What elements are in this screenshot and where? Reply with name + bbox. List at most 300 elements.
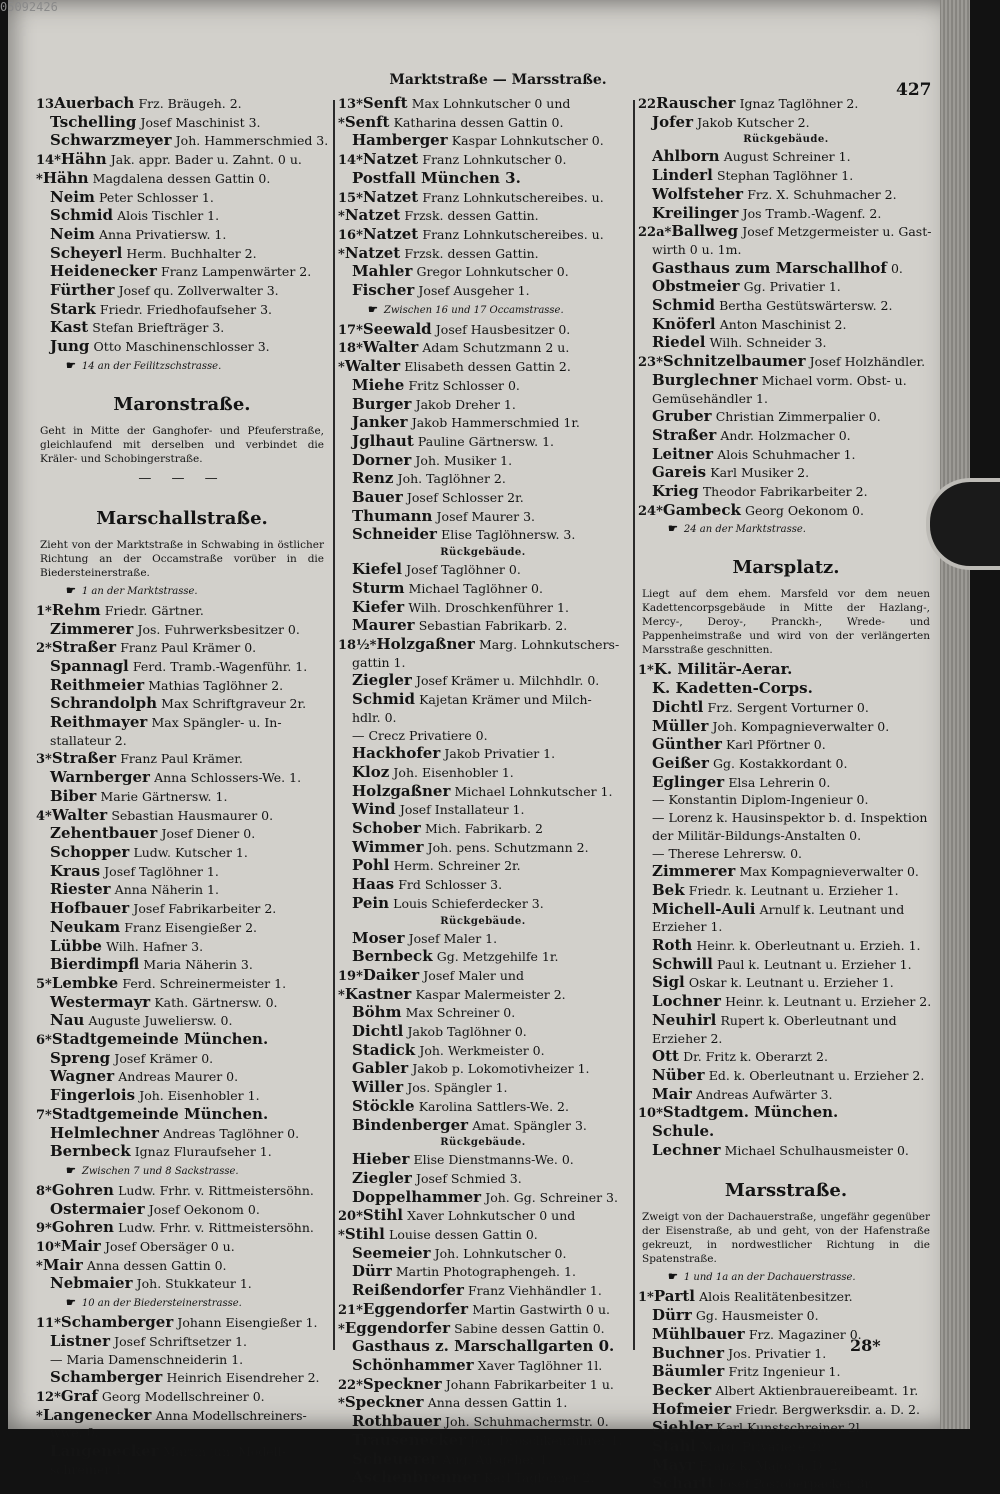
resident-surname: Senft <box>344 112 390 131</box>
directory-entry <box>638 828 934 846</box>
resident-details: — Crecz Privatiere 0. <box>352 727 488 743</box>
directory-entry <box>36 114 328 133</box>
resident-details: Stefan Briefträger 3. <box>92 320 225 336</box>
directory-entry <box>338 1245 628 1264</box>
directory-entry <box>36 338 328 357</box>
resident-surname: Wolfsteher <box>652 184 744 203</box>
resident-details: Alois Realitätenbesitzer. <box>699 1289 853 1305</box>
street-note: ☛ 1 und 1a an der Dachauerstrasse. <box>668 1270 856 1284</box>
resident-surname: Burglechner <box>652 370 758 389</box>
street-note: ☛ 1 an der Marktstrasse. <box>66 583 198 597</box>
directory-entry <box>338 114 628 133</box>
resident-details: Jak. appr. Bader u. Zahnt. 0 u. <box>110 152 302 168</box>
directory-entry <box>638 680 934 699</box>
resident-details: Kajetan Krämer und Milch- <box>419 692 592 708</box>
resident-surname: Dorner <box>352 450 412 469</box>
resident-surname: Janker <box>352 413 408 432</box>
resident-details: Paul k. Leutnant u. Erzieher 1. <box>717 956 912 972</box>
resident-details: Andr. Holzmacher 0. <box>720 427 851 443</box>
directory-entry <box>36 95 328 114</box>
entry-list <box>338 930 628 1136</box>
directory-entry <box>36 938 328 957</box>
resident-details: Marg. Lohnkutschers- <box>478 636 620 652</box>
resident-surname: Pein <box>352 893 390 912</box>
resident-surname: Walter <box>362 338 419 357</box>
resident-surname: Linderl <box>652 166 713 185</box>
directory-entry <box>638 408 934 427</box>
directory-entry <box>638 661 934 680</box>
resident-surname: Bernbeck <box>352 947 433 966</box>
directory-entry <box>36 207 328 226</box>
directory-entry <box>36 844 328 863</box>
resident-surname: Zehentbauer <box>50 824 158 843</box>
resident-surname: Burger <box>352 394 412 413</box>
directory-entry <box>638 483 934 502</box>
running-head: Marktstraße — Marsstraße. <box>389 72 607 88</box>
resident-surname: Speckner <box>344 1393 424 1412</box>
resident-surname: Ostermaier <box>50 1199 145 1218</box>
house-number: * <box>338 115 345 131</box>
resident-details: Oskar k. Leutnant u. Erzieher 1. <box>688 975 894 991</box>
resident-details: Adam Schutzmann 2 u. <box>422 340 570 356</box>
subsection-label: Rückgebäude. <box>440 1137 526 1149</box>
resident-surname: Lochner <box>652 992 721 1011</box>
resident-details: Joh. Kompagnieverwalter 0. <box>712 718 890 734</box>
pointing-hand-icon: ☛ <box>66 1163 76 1177</box>
directory-entry <box>638 937 934 956</box>
resident-surname: Neukam <box>50 917 121 936</box>
directory-entry <box>338 580 628 599</box>
house-number: * <box>36 1408 43 1424</box>
house-number: 21* <box>338 1302 363 1318</box>
resident-surname: Jung <box>50 337 90 356</box>
resident-details: Josef Maler 1. <box>408 930 498 946</box>
house-number: 3* <box>36 752 52 768</box>
house-number: 1* <box>36 603 52 619</box>
directory-entry <box>338 508 628 527</box>
resident-surname: Böhm <box>352 1003 402 1022</box>
resident-details: Erzieher 1. <box>652 919 723 935</box>
directory-entry <box>638 297 934 316</box>
resident-details: Xaver Taglöhner 1l. <box>477 1358 603 1373</box>
resident-details: Ferd. Tramb.-Wagenführ. 1. <box>132 658 308 674</box>
resident-surname: Wind <box>352 800 396 819</box>
resident-details: Gemüsehändler 1. <box>652 390 768 406</box>
resident-details: Michael Schulhausmeister 0. <box>724 1142 909 1158</box>
resident-details: Ludw. Kutscher 1. <box>133 844 248 860</box>
house-number: 1* <box>638 1290 654 1306</box>
directory-entry <box>638 1438 934 1457</box>
directory-entry <box>36 658 328 677</box>
resident-details: Maria Näherin 3. <box>143 957 253 973</box>
resident-details: Elisabeth dessen Gattin 2. <box>404 359 571 375</box>
resident-details: Wilh. Droschkenführer 1. <box>408 599 569 615</box>
directory-entry <box>338 1376 628 1395</box>
resident-surname: Seemeier <box>352 1243 431 1262</box>
resident-details: Kaspar Lohnkutscher 0. <box>451 133 604 149</box>
resident-surname: Natzet <box>362 150 419 169</box>
directory-entry <box>338 1338 628 1357</box>
directory-entry <box>638 114 934 133</box>
resident-surname: Lembke <box>51 973 119 992</box>
house-number: 22 <box>638 97 657 112</box>
resident-surname: Walter <box>51 805 108 824</box>
directory-entry <box>638 1345 934 1364</box>
directory-entry <box>638 223 934 242</box>
resident-details: Arnulf k. Leutnant und <box>759 901 905 917</box>
resident-details: Karolina Sattlers-We. 2. <box>418 1098 569 1114</box>
resident-details: Anna Privatiersw. 1. <box>98 226 227 242</box>
resident-details: Max Lohnkutscher 0 und <box>411 96 571 111</box>
directory-entry <box>36 245 328 264</box>
resident-details: Gregor Lohnkutscher 0. <box>416 264 569 280</box>
house-number: 12* <box>36 1389 61 1405</box>
resident-surname: Gasthaus zum Marschallhof <box>652 258 887 277</box>
directory-entry <box>36 1182 328 1201</box>
directory-entry <box>338 1451 628 1470</box>
resident-surname: Westermayr <box>50 992 151 1011</box>
street-note: ☛ 14 an der Feilitzschstrasse. <box>66 358 222 372</box>
directory-entry <box>36 1087 328 1106</box>
directory-entry <box>638 699 934 718</box>
directory-entry <box>638 95 934 114</box>
resident-surname: Kast <box>50 318 89 337</box>
section-title-marsstrasse: Marsstraße. <box>724 1180 848 1202</box>
resident-details: Karl Pförtner 0. <box>726 737 826 753</box>
entry-list <box>638 1288 934 1494</box>
resident-surname: Gambeck <box>662 500 741 519</box>
column-2 <box>338 95 628 1488</box>
entry-list <box>338 321 628 545</box>
resident-details: Karl Taglöhner 2. <box>483 1470 595 1486</box>
resident-details: Friedr. k. Leutnant u. Erzieher 1. <box>688 882 899 898</box>
resident-surname: Aschenbrenner <box>352 1468 480 1487</box>
resident-details: Franz Lohnkutschereibes. u. <box>422 226 604 242</box>
house-number: 6* <box>36 1033 52 1049</box>
resident-surname: Ziegler <box>352 1168 412 1187</box>
directory-entry <box>338 526 628 545</box>
directory-entry <box>36 282 328 301</box>
resident-details: Martin jun. Modell- <box>162 1444 286 1460</box>
directory-entry <box>638 334 934 353</box>
resident-surname: Graf <box>60 1386 98 1405</box>
resident-details: Auguste Juweliersw. 0. <box>88 1013 233 1029</box>
resident-surname: Auerbach <box>54 94 135 112</box>
resident-surname: Dürr <box>352 1262 392 1281</box>
house-number: 7* <box>36 1107 52 1123</box>
house-number: * <box>338 209 345 225</box>
directory-entry <box>36 769 328 788</box>
resident-details: Josef Maler und <box>423 967 524 983</box>
resident-surname: Holzgaßner <box>376 634 475 653</box>
resident-details: — Konstantin Diplom-Ingenieur 0. <box>652 792 869 808</box>
directory-entry <box>36 695 328 714</box>
resident-surname: Warnberger <box>50 768 150 787</box>
entry-list <box>36 1314 328 1479</box>
directory-entry <box>638 755 934 774</box>
resident-surname: Fischer <box>352 281 415 300</box>
entry-list <box>338 1151 628 1488</box>
resident-details: Mich. Fabrikarb. 2 <box>424 821 543 837</box>
directory-entry <box>36 1219 328 1238</box>
directory-entry <box>638 316 934 335</box>
resident-details: Stephan Taglöhner 1. <box>716 168 854 184</box>
resident-surname: Sturm <box>352 578 405 597</box>
directory-entry <box>338 339 628 358</box>
thumb-index-tab <box>926 478 1000 570</box>
street-note: ☛ Zwischen 16 und 17 Occamstrasse. <box>368 302 564 316</box>
resident-surname: Schober <box>352 819 421 838</box>
directory-entry <box>338 895 628 914</box>
directory-entry <box>36 1012 328 1031</box>
directory-entry <box>338 358 628 377</box>
directory-entry <box>36 1369 328 1388</box>
house-number: 9* <box>36 1221 52 1237</box>
directory-entry <box>638 1457 934 1476</box>
resident-surname: Moser <box>352 928 405 947</box>
directory-entry <box>638 1104 934 1123</box>
resident-details: Amat. Spängler 3. <box>472 1117 587 1133</box>
resident-surname: Bauer <box>352 488 403 507</box>
resident-surname: Neim <box>50 224 95 243</box>
directory-entry <box>36 956 328 975</box>
directory-entry <box>36 750 328 769</box>
directory-entry <box>638 353 934 372</box>
resident-surname: Willer <box>352 1078 404 1097</box>
directory-entry <box>338 967 628 986</box>
house-number: 5* <box>36 976 52 992</box>
resident-details: Joh. Musiker 1. <box>415 452 513 468</box>
resident-surname: Bindenberger <box>352 1115 469 1134</box>
resident-surname: Nebmaier <box>50 1274 133 1293</box>
resident-surname: Schartt <box>652 1474 715 1493</box>
resident-surname: Langenecker <box>42 1405 152 1424</box>
entry-list <box>338 95 628 301</box>
directory-entry <box>638 242 934 260</box>
resident-details: Heinr. k. Oberleutnant u. Erzieh. 1. <box>696 938 921 954</box>
resident-details: Franz Lampenwärter 2. <box>161 264 312 280</box>
resident-details: Ed. k. Oberleutnant u. Erzieher 2. <box>708 1067 925 1083</box>
resident-details: Georg Oekonom 0. <box>745 502 864 518</box>
resident-details: Dr. Fritz k. Oberarzt 2. <box>683 1049 828 1065</box>
directory-entry <box>638 1031 934 1049</box>
pointing-hand-icon: ☛ <box>668 1270 678 1284</box>
resident-details: Rupert k. Oberleutnant und <box>720 1012 897 1028</box>
directory-entry <box>36 1388 328 1407</box>
resident-surname: Mair <box>652 1084 692 1103</box>
resident-details: Sabine dessen Gattin 0. <box>454 1320 605 1336</box>
directory-entry <box>638 736 934 755</box>
resident-details: Jakob p. Lokomotivheizer 1. <box>412 1061 590 1077</box>
directory-entry <box>36 1407 328 1426</box>
resident-surname: Fingerlois <box>50 1086 136 1105</box>
directory-entry <box>638 1326 934 1345</box>
resident-surname: Obstmeier <box>652 277 740 296</box>
resident-details: Josef Obersäger 0 u. <box>104 1239 235 1255</box>
resident-details: Heinrich Eisendreher 2. <box>166 1370 320 1386</box>
resident-details: Jakob Taglöhner 0. <box>407 1024 527 1040</box>
resident-details: Anna Schlossers-We. 1. <box>154 770 302 786</box>
resident-surname: Stahl <box>652 1437 697 1456</box>
resident-surname: Knöferl <box>652 314 716 333</box>
directory-entry <box>36 863 328 882</box>
resident-surname: Kraus <box>50 861 101 880</box>
directory-entry <box>36 1031 328 1050</box>
resident-surname: Buchner <box>652 1343 724 1362</box>
directory-entry <box>338 470 628 489</box>
directory-entry <box>638 774 934 793</box>
resident-details: Bertha Gestütswärtersw. 2. <box>719 298 893 314</box>
entry-list <box>638 95 934 132</box>
resident-surname: Zimmerer <box>652 862 736 881</box>
house-number: 16* <box>338 227 363 243</box>
resident-surname: Siehler <box>652 1418 713 1437</box>
directory-entry <box>638 1401 934 1420</box>
directory-entry <box>338 839 628 858</box>
resident-details: Franz k. Major a. D. 2. <box>699 1457 842 1473</box>
resident-details: Fritz Ingenieur 1. <box>728 1364 841 1380</box>
directory-entry <box>36 301 328 320</box>
resident-surname: Haas <box>352 875 395 894</box>
directory-entry <box>338 1357 628 1376</box>
directory-entry <box>638 167 934 186</box>
resident-details: Ignaz Taglöhner 2. <box>739 96 859 111</box>
resident-surname: Dichtl <box>652 697 704 716</box>
directory-entry <box>338 377 628 396</box>
house-number: 8* <box>36 1183 52 1199</box>
house-number: 14* <box>36 153 61 169</box>
directory-entry <box>338 617 628 636</box>
directory-entry <box>338 1060 628 1079</box>
resident-surname: Roth <box>652 936 693 955</box>
resident-details: Friedr. Friedhofaufseher 3. <box>99 301 273 317</box>
resident-surname: Hofbauer <box>50 899 130 918</box>
resident-surname: Fürther <box>50 281 115 300</box>
resident-surname: Jglhaut <box>352 431 414 450</box>
directory-entry <box>338 986 628 1005</box>
resident-details: Anna dessen Gattin 0. <box>86 1257 227 1273</box>
resident-surname: Ahlborn <box>652 147 720 166</box>
resident-details: Aug. Ausgeher 1. <box>442 1451 552 1467</box>
resident-details: 0. <box>890 260 903 276</box>
resident-details: Joh. Eisenhobler 1. <box>139 1088 260 1104</box>
resident-details: Louise dessen Gattin 0. <box>389 1227 538 1243</box>
resident-details: Anna Näherin 1. <box>114 882 219 898</box>
resident-surname: Scheuerer <box>352 1449 439 1468</box>
resident-details: Marg. Privatiere 2r. <box>700 1439 826 1455</box>
resident-surname: Schneider <box>352 525 437 544</box>
resident-surname: Spannagl <box>50 656 129 675</box>
directory-entry <box>638 846 934 864</box>
resident-details: Josef Fabrikarbeiter 2. <box>133 901 277 917</box>
resident-details: Frz. X. Schuhmacher 2. <box>747 186 897 202</box>
house-number: * <box>338 987 345 1003</box>
house-number: 11* <box>36 1316 61 1332</box>
directory-entry <box>638 1363 934 1382</box>
resident-details: Elise Taglöhnersw. 3. <box>441 527 576 543</box>
house-number: 18½* <box>338 637 377 653</box>
directory-entry <box>36 319 328 338</box>
house-number: 10* <box>36 1240 61 1256</box>
directory-entry <box>338 1469 628 1488</box>
resident-details: Christian Zimmerpalier 0. <box>715 409 881 425</box>
house-number: 24* <box>638 503 663 519</box>
directory-entry <box>36 1050 328 1069</box>
house-number: * <box>338 360 345 376</box>
resident-details: Josef Hausbesitzer 0. <box>435 321 571 337</box>
resident-details: Josef Diener 0. <box>161 826 256 842</box>
directory-entry <box>338 396 628 415</box>
directory-entry <box>338 489 628 508</box>
directory-entry <box>338 1226 628 1245</box>
resident-surname: Schule. <box>652 1122 715 1141</box>
resident-surname: Nüber <box>652 1065 705 1084</box>
directory-entry <box>36 1314 328 1333</box>
resident-surname: Thumann <box>352 506 433 525</box>
resident-surname: Hofmeier <box>652 1399 732 1418</box>
directory-entry <box>36 1462 328 1480</box>
directory-entry <box>338 691 628 710</box>
entry-list <box>36 1182 328 1294</box>
column-divider <box>633 100 635 1350</box>
resident-surname: Holzgaßner <box>352 781 451 800</box>
resident-surname: Schmid <box>352 690 415 709</box>
directory-entry <box>338 1042 628 1061</box>
house-number: 20* <box>338 1209 363 1225</box>
resident-surname: Schamberger <box>60 1313 174 1332</box>
resident-surname: Eglinger <box>652 772 725 791</box>
resident-surname: Mayr <box>652 1455 695 1474</box>
directory-entry <box>338 1301 628 1320</box>
resident-details: Karl Kunstschreiner 2l. <box>716 1420 864 1436</box>
house-number: 4* <box>36 808 52 824</box>
resident-surname: K. Kadetten-Corps. <box>652 679 813 698</box>
resident-surname: Hamberger <box>352 131 448 150</box>
directory-entry <box>638 391 934 409</box>
directory-entry <box>638 502 934 521</box>
resident-details: Herm. Buchhalter 2. <box>126 245 257 261</box>
resident-surname: Becker <box>652 1380 712 1399</box>
subsection-label: Rückgebäude. <box>440 915 526 927</box>
resident-details: gattin 1. <box>352 654 406 670</box>
resident-details: Frzsk. dessen Gattin. <box>404 208 539 224</box>
resident-details: — Lorenz k. Hausinspektor b. d. Inspektion <box>652 810 928 826</box>
resident-details: Kath. Gärtnersw. 0. <box>154 994 278 1010</box>
resident-surname: Gohren <box>51 1218 114 1237</box>
resident-details: Anton Maschinist 2. <box>719 316 847 332</box>
resident-surname: Stihl <box>362 1206 403 1225</box>
resident-surname: Bierdimpfl <box>50 955 140 974</box>
directory-entry <box>638 1382 934 1401</box>
directory-entry <box>36 919 328 938</box>
resident-details: Gg. Kostakkordant 0. <box>713 755 848 771</box>
resident-details: Sebastian Hausmaurer 0. <box>111 807 274 823</box>
resident-surname: Hieber <box>352 1150 410 1169</box>
resident-surname: Günther <box>652 735 722 754</box>
directory-entry <box>338 561 628 580</box>
directory-entry <box>338 876 628 895</box>
resident-details: Josef Oekonom 0. <box>148 1201 260 1217</box>
resident-details: Joh. Gg. Schreiner 3. <box>485 1189 618 1205</box>
house-number: * <box>338 246 345 262</box>
resident-details: Jakob Privatier 1. <box>444 746 556 762</box>
resident-surname: Senft <box>362 94 408 112</box>
directory-entry <box>36 1238 328 1257</box>
resident-surname: Rehm <box>51 600 101 619</box>
directory-entry <box>638 1048 934 1067</box>
resident-details: Jakob Kutscher 2. <box>697 114 810 130</box>
resident-details: schreiner 1. <box>50 1461 127 1477</box>
